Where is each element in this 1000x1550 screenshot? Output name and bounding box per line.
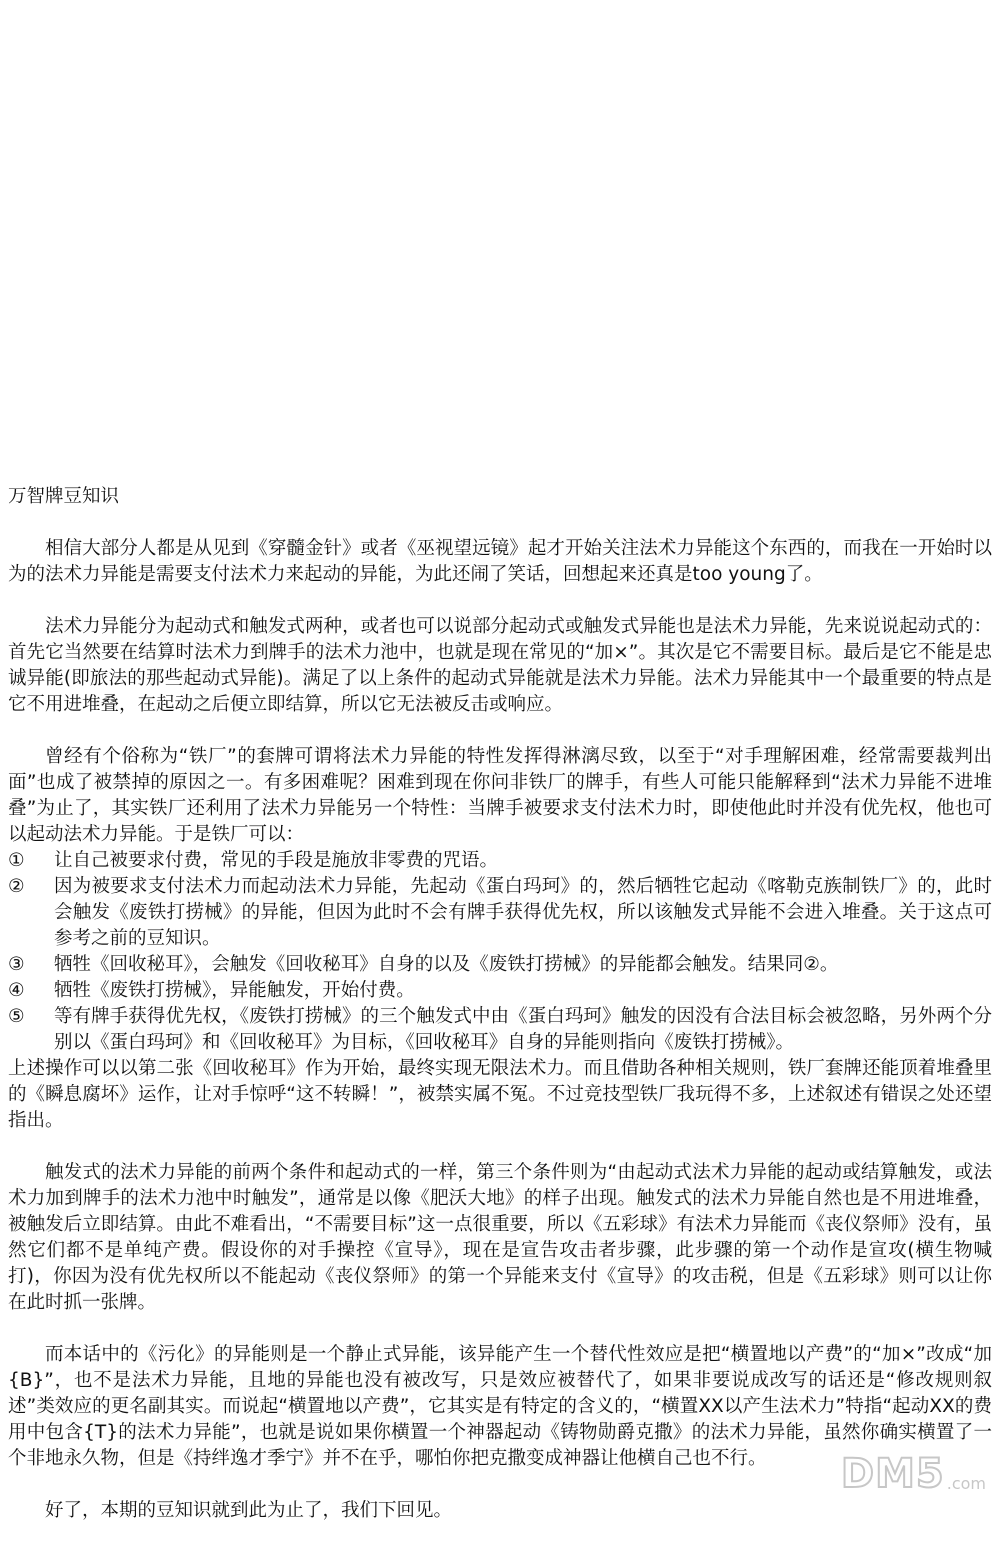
step-text: 让自己被要求付费，常见的手段是施放非零费的咒语。 [54, 850, 499, 871]
article [8, 484, 992, 1550]
paragraph-ironworks-conclusion: 上述操作可以以第二张《回收秘耳》作为开始，最终实现无限法术力。而且借助各种相关规则，铁厂套牌还能顶着堆叠里的《瞬息腐坏》运作，让对手惊呼“这不转瞬！”，被禁实属不冤。不过竞技型铁厂我玩得不多，上述叙述有错误之处还望指出。 [8, 1058, 992, 1131]
list-item [8, 978, 992, 1004]
list-item [8, 874, 992, 952]
paragraph-ironworks: 曾经有个俗称为“铁厂”的套牌可谓将法术力异能的特性发挥得淋漓尽致，以至于“对手理解困难，经常需要裁判出面”也成了被禁掉的原因之一。有多困难呢？困难到现在你问非铁厂的牌手，有些人可能只能解释到“法术力异能不进堆叠”为止了，其实铁厂还利用了法术力异能另一个特性：当牌手被要求支付法术力时，即使他此时并没有优先权，他也可以起动法术力异能。于是铁厂可以： [8, 746, 992, 845]
step-marker: ③ [8, 954, 25, 975]
watermark-brand: DM5 [840, 1451, 945, 1497]
step-marker: ② [8, 876, 25, 897]
paragraph-contamination: 而本话中的《污化》的异能则是一个静止式异能，该异能产生一个替代性效应是把“横置地以产费”的“加×”改成“加{B}”，也不是法术力异能，且地的异能也没有被改写，只是效应被替代了，如果非要说成改写的话还是“修改规则叙述”类效应的更名副其实。而说起“横置地以产费”，它其实是有特定的含义的，“横置XX以产生法术力”特指“起动XX的费用中包含{T}的法术力异能”，也就是说如果你横置一个神器起动《铸物勋爵克撒》的法术力异能，虽然你确实横置了一个非地永久物，但是《持绊逸才季宁》并不在乎，哪怕你把克撒变成神器让他横自己也不行。 [8, 1344, 992, 1469]
combo-steps-list [8, 848, 992, 1056]
paragraph-closing: 好了，本期的豆知识就到此为止了，我们下回见。 [45, 1500, 453, 1521]
article-title: 万智牌豆知识 [8, 486, 120, 507]
watermark-suffix: .com [946, 1474, 986, 1493]
step-marker: ⑤ [8, 1006, 25, 1027]
paragraph-intro: 相信大部分人都是从见到《穿髓金针》或者《巫视望远镜》起才开始关注法术力异能这个东西的，而我在一开始时以为的法术力异能是需要支付法术力来起动的异能，为此还闹了笑话，回想起来还真是too young了。 [8, 538, 992, 585]
step-marker: ① [8, 850, 25, 871]
step-text: 牺牲《回收秘耳》，会触发《回收秘耳》自身的以及《废铁打捞械》的异能都会触发。结果同②。 [54, 954, 839, 975]
list-item [8, 1004, 992, 1056]
paragraph-triggered-abilities: 触发式的法术力异能的前两个条件和起动式的一样，第三个条件则为“由起动式法术力异能的起动或结算触发，或法术力加到牌手的法术力池中时触发”，通常是以像《肥沃大地》的样子出现。触发式的法术力异能自然也是不用进堆叠，被触发后立即结算。由此不难看出，“不需要目标”这一点很重要，所以《五彩球》有法术力异能而《丧仪祭师》没有，虽然它们都不是单纯产费。假设你的对手操控《宣导》，现在是宣告攻击者步骤，此步骤的第一个动作是宣攻(横生物喊打)，你因为没有优先权所以不能起动《丧仪祭师》的第一个异能来支付《宣导》的攻击税，但是《五彩球》则可以让你在此时抓一张牌。 [8, 1162, 992, 1313]
site-watermark [840, 1451, 986, 1497]
list-item [8, 952, 992, 978]
step-text: 牺牲《废铁打捞械》，异能触发，开始付费。 [54, 980, 415, 1001]
step-text: 因为被要求支付法术力而起动法术力异能，先起动《蛋白玛珂》的，然后牺牲它起动《喀勒克族制铁厂》的，此时会触发《废铁打捞械》的异能，但因为此时不会有牌手获得优先权，所以该触发式异能不会进入堆叠。关于这点可参考之前的豆知识。 [54, 876, 992, 949]
step-marker: ④ [8, 980, 25, 1001]
list-item [8, 848, 992, 874]
step-text: 等有牌手获得优先权，《废铁打捞械》的三个触发式中由《蛋白玛珂》触发的因没有合法目标会被忽略，另外两个分别以《蛋白玛珂》和《回收秘耳》为目标，《回收秘耳》自身的异能则指向《废铁打捞械》。 [54, 1006, 992, 1053]
paragraph-activated-abilities: 法术力异能分为起动式和触发式两种，或者也可以说部分起动式或触发式异能也是法术力异能，先来说说起动式的：首先它当然要在结算时法术力到牌手的法术力池中，也就是现在常见的“加×”。其次是它不需要目标。最后是它不能是忠诚异能(即旅法的那些起动式异能)。满足了以上条件的起动式异能就是法术力异能。法术力异能其中一个最重要的特点是它不用进堆叠，在起动之后便立即结算，所以它无法被反击或响应。 [8, 616, 992, 715]
